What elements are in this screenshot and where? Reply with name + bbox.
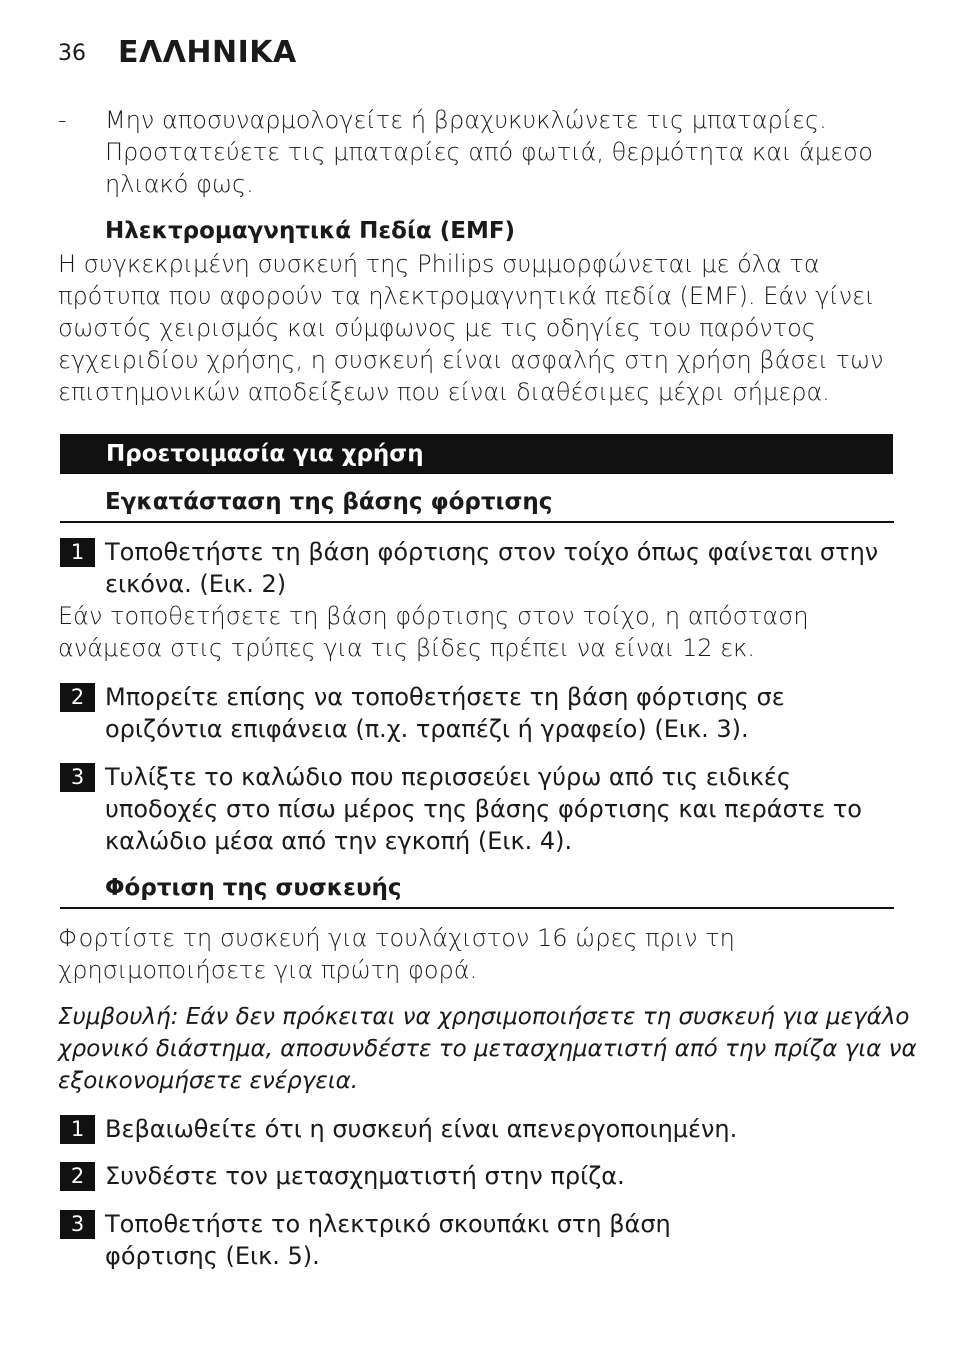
intro-line: Μην αποσυναρμολογείτε ή βραχυκυκλώνετε τις μπαταρίες. — [105, 106, 827, 134]
step-line: Τοποθετήστε τη βάση φόρτισης στον τοίχο όπως φαίνεται στην — [105, 538, 879, 566]
emf-line: σωστός χειρισμός και σύμφωνος με τις οδηγίες του παρόντος — [58, 314, 816, 342]
step-line: Τοποθετήστε το ηλεκτρικό σκουπάκι στη βάση — [105, 1210, 671, 1238]
charging-intro-line: χρησιμοποιήσετε για πρώτη φορά. — [58, 956, 478, 984]
tip-line: χρονικό διάστημα, αποσυνδέστε το μετασχηματιστή από την πρίζα για να — [58, 1036, 917, 1062]
heading-rule — [60, 521, 894, 523]
charging-heading: Φόρτιση της συσκευής — [105, 875, 402, 901]
step-line: φόρτισης (Εικ. 5). — [105, 1242, 320, 1270]
language-title: ΕΛΛΗΝΙΚΑ — [118, 35, 297, 70]
emf-heading: Ηλεκτρομαγνητικά Πεδία (EMF) — [105, 218, 516, 244]
step-line: καλώδιο μέσα από την εγκοπή (Εικ. 4). — [105, 827, 573, 855]
step-number-box: 3 — [60, 1210, 95, 1239]
step-line: οριζόντια επιφάνεια (π.χ. τραπέζι ή γραφείο) (Εικ. 3). — [105, 715, 749, 743]
section-header — [60, 434, 893, 474]
charging-intro-line: Φορτίστε τη συσκευή για τουλάχιστον 16 ώρες πριν τη — [58, 924, 735, 952]
note-line: Εάν τοποθετήσετε τη βάση φόρτισης στον τοίχο, η απόσταση — [58, 602, 809, 630]
installation-heading: Εγκατάσταση της βάσης φόρτισης — [105, 489, 553, 515]
bullet-dash: - — [58, 106, 67, 134]
step-line: υποδοχές στο πίσω μέρος της βάσης φόρτισης και περάστε το — [105, 795, 862, 823]
tip-line: Συμβουλή: Εάν δεν πρόκειται να χρησιμοποιήσετε τη συσκευή για μεγάλο — [58, 1004, 910, 1030]
step-line: Συνδέστε τον μετασχηματιστή στην πρίζα. — [105, 1162, 625, 1190]
step-number-box: 2 — [60, 1162, 95, 1191]
intro-line: Προστατεύετε τις μπαταρίες από φωτιά, θερμότητα και άμεσο — [105, 138, 873, 166]
step-line: εικόνα. (Εικ. 2) — [105, 570, 287, 598]
step-line: Τυλίξτε το καλώδιο που περισσεύει γύρω από τις ειδικές — [105, 763, 791, 791]
step-number-box: 3 — [60, 763, 95, 792]
emf-line: εγχειριδίου χρήσης, η συσκευή είναι ασφαλής στη χρήση βάσει των — [58, 346, 884, 374]
heading-rule — [60, 907, 894, 909]
step-number-box: 1 — [60, 1115, 95, 1144]
step-line: Βεβαιωθείτε ότι η συσκευή είναι απενεργοποιημένη. — [105, 1115, 738, 1143]
emf-line: Η συγκεκριμένη συσκευή της Philips συμμορφώνεται με όλα τα — [58, 250, 820, 278]
intro-line: ηλιακό φως. — [105, 170, 254, 198]
tip-line: εξοικονομήσετε ενέργεια. — [58, 1068, 359, 1094]
section-title: Προετοιμασία για χρήση — [106, 441, 424, 467]
emf-line: επιστημονικών αποδείξεων που είναι διαθέσιμες μέχρι σήμερα. — [58, 378, 830, 406]
page-number: 36 — [58, 41, 86, 66]
step-number-box: 1 — [60, 538, 95, 567]
step-number-box: 2 — [60, 683, 95, 712]
step-line: Μπορείτε επίσης να τοποθετήσετε τη βάση φόρτισης σε — [105, 683, 785, 711]
emf-line: πρότυπα που αφορούν τα ηλεκτρομαγνητικά πεδία (EMF). Εάν γίνει — [58, 282, 875, 310]
note-line: ανάμεσα στις τρύπες για τις βίδες πρέπει να είναι 12 εκ. — [58, 634, 755, 662]
